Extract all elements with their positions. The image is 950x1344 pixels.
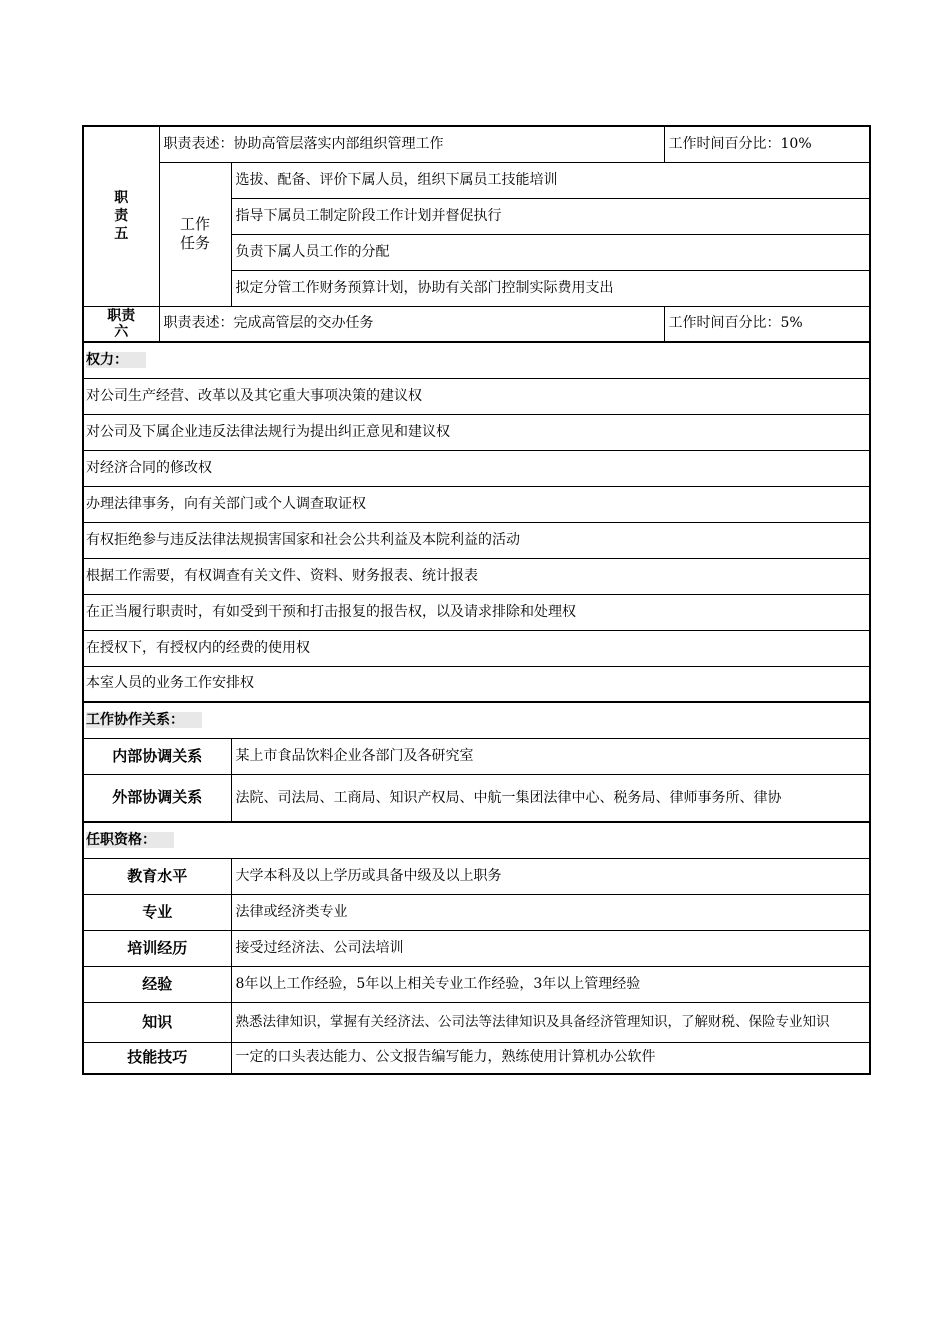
authority-item <box>83 630 870 666</box>
job-description-table <box>82 125 871 1075</box>
qualification-row <box>83 966 870 1002</box>
cooperation-row <box>83 738 870 774</box>
authority-header-row <box>83 342 870 378</box>
cooperation-row <box>83 774 870 822</box>
authority-item-text: 有权拒绝参与违反法律法规损害国家和社会公共利益及本院利益的活动 <box>83 522 870 558</box>
qualifications-title: 任职资格： <box>83 822 870 858</box>
duty5-tasks-label: 工作 任务 <box>159 162 231 306</box>
authority-item <box>83 450 870 486</box>
duty6-label: 职责 六 <box>83 306 159 342</box>
duty6-row <box>83 306 870 342</box>
duty5-statement-row <box>83 126 870 162</box>
authority-item-text: 办理法律事务，向有关部门或个人调查取证权 <box>83 486 870 522</box>
knowledge-label: 知识 <box>83 1002 231 1042</box>
cooperation-title: 工作协作关系： <box>83 702 870 738</box>
authority-item-text: 对公司及下属企业违反法律法规行为提出纠正意见和建议权 <box>83 414 870 450</box>
qualification-row <box>83 930 870 966</box>
duty6-statement: 职责表述：完成高管层的交办任务 <box>159 306 664 342</box>
experience-value: 8年以上工作经验，5年以上相关专业工作经验，3年以上管理经验 <box>231 966 870 1002</box>
knowledge-value: 熟悉法律知识，掌握有关经济法、公司法等法律知识及具备经济管理知识，了解财税、保险专业知识 <box>231 1002 870 1042</box>
duty5-task-row <box>83 162 870 198</box>
authority-item <box>83 594 870 630</box>
authority-item <box>83 666 870 702</box>
authority-item-text: 本室人员的业务工作安排权 <box>83 666 870 702</box>
qualification-row <box>83 858 870 894</box>
authority-item-text: 对经济合同的修改权 <box>83 450 870 486</box>
qualification-row <box>83 1042 870 1074</box>
qualification-row <box>83 1002 870 1042</box>
authority-item-text: 根据工作需要，有权调查有关文件、资料、财务报表、统计报表 <box>83 558 870 594</box>
authority-item <box>83 378 870 414</box>
duty5-task: 拟定分管工作财务预算计划，协助有关部门控制实际费用支出 <box>231 270 870 306</box>
authority-item <box>83 558 870 594</box>
qualifications-header-row <box>83 822 870 858</box>
skills-value: 一定的口头表达能力、公文报告编写能力，熟练使用计算机办公软件 <box>231 1042 870 1074</box>
duty5-statement: 职责表述：协助高管层落实内部组织管理工作 <box>159 126 664 162</box>
skills-label: 技能技巧 <box>83 1042 231 1074</box>
education-value: 大学本科及以上学历或具备中级及以上职务 <box>231 858 870 894</box>
duty6-time-share: 工作时间百分比：5% <box>664 306 870 342</box>
job-description-document <box>82 125 869 1075</box>
authority-item-text: 对公司生产经营、改革以及其它重大事项决策的建议权 <box>83 378 870 414</box>
authority-item-text: 在正当履行职责时，有如受到干预和打击报复的报告权，以及请求排除和处理权 <box>83 594 870 630</box>
internal-coordination-value: 某上市食品饮料企业各部门及各研究室 <box>231 738 870 774</box>
duty5-time-share: 工作时间百分比：10% <box>664 126 870 162</box>
duty5-task: 指导下属员工制定阶段工作计划并督促执行 <box>231 198 870 234</box>
education-label: 教育水平 <box>83 858 231 894</box>
experience-label: 经验 <box>83 966 231 1002</box>
major-value: 法律或经济类专业 <box>231 894 870 930</box>
authority-item <box>83 522 870 558</box>
duty5-task: 负责下属人员工作的分配 <box>231 234 870 270</box>
external-coordination-value: 法院、司法局、工商局、知识产权局、中航一集团法律中心、税务局、律师事务所、律协 <box>231 774 870 822</box>
duty5-task: 选拔、配备、评价下属人员，组织下属员工技能培训 <box>231 162 870 198</box>
authority-title: 权力： <box>83 342 870 378</box>
training-label: 培训经历 <box>83 930 231 966</box>
authority-item <box>83 486 870 522</box>
cooperation-header-row <box>83 702 870 738</box>
qualification-row <box>83 894 870 930</box>
major-label: 专业 <box>83 894 231 930</box>
duty5-label: 职 责 五 <box>83 126 159 306</box>
authority-item-text: 在授权下，有授权内的经费的使用权 <box>83 630 870 666</box>
internal-coordination-label: 内部协调关系 <box>83 738 231 774</box>
external-coordination-label: 外部协调关系 <box>83 774 231 822</box>
authority-item <box>83 414 870 450</box>
training-value: 接受过经济法、公司法培训 <box>231 930 870 966</box>
